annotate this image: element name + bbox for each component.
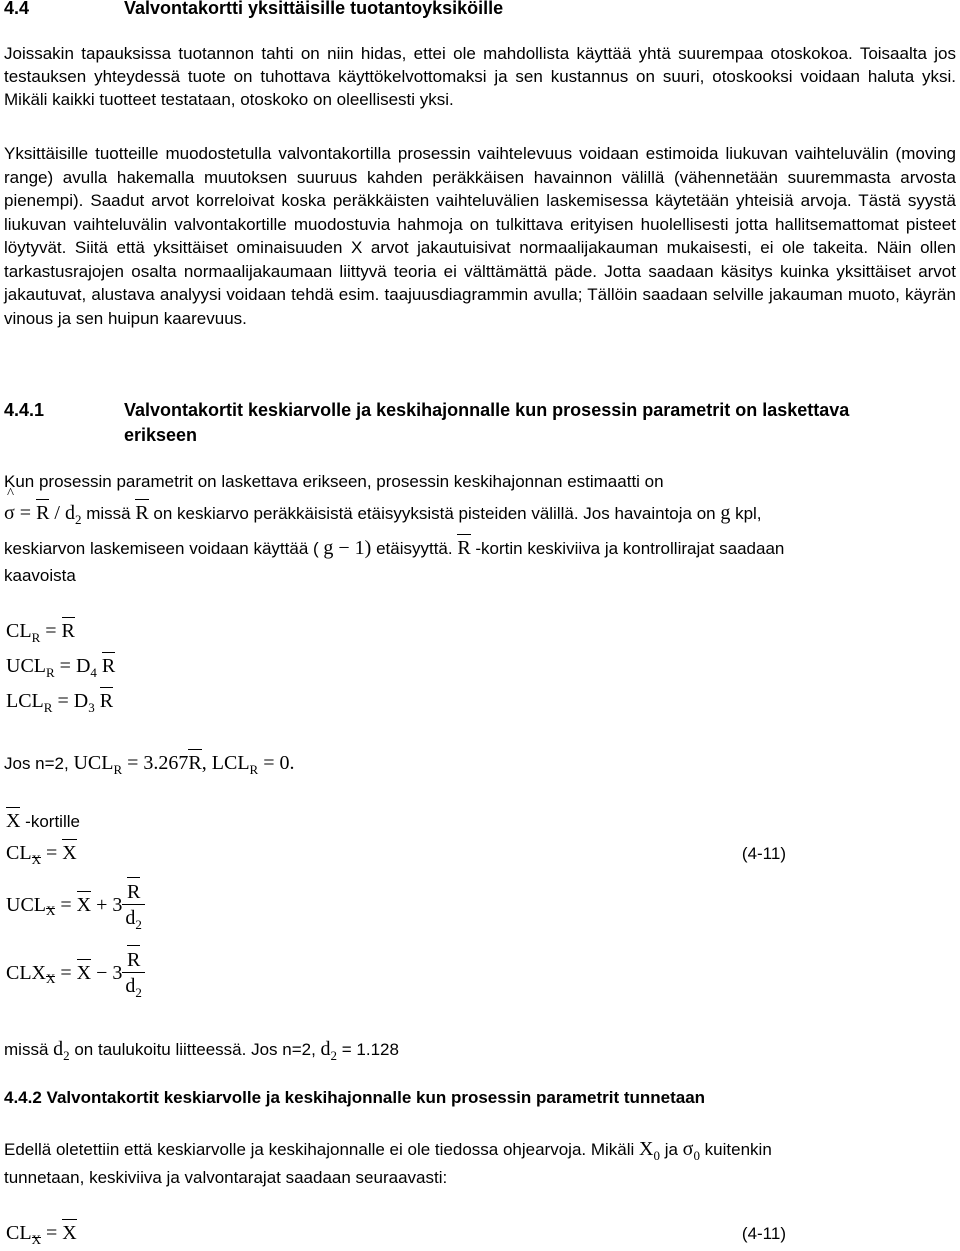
subsection-title: Valvontakortit keskiarvolle ja keskihajonnalle kun prosessin parametrit tunnetaan — [46, 1088, 706, 1107]
subscript-0: 0 — [653, 1148, 660, 1163]
ucl-value: = 3.267 — [122, 752, 189, 774]
cl-label: CL — [6, 842, 32, 864]
text-fragment: on taulukoitu liitteessä. Jos n=2, — [69, 1040, 321, 1059]
r-bar-symbol: R — [99, 690, 114, 712]
subsection-number: 4.4.2 — [4, 1088, 42, 1107]
subsection-title-line2: erikseen — [124, 425, 198, 445]
estimate-intro-line: Kun prosessin parametrit on laskettava erikseen, prosessin keskihajonnan estimaatti on — [4, 472, 664, 491]
section-title: Valvontakortti yksittäisille tuotantoyksiköille — [124, 0, 504, 18]
subscript-r: R — [43, 700, 53, 715]
subscript-2: 2 — [330, 1048, 338, 1063]
jos-n2-line — [4, 752, 295, 775]
xbar-chart-heading — [6, 810, 80, 833]
text-fragment: -kortin keskiviiva ja kontrollirajat saadaan — [470, 539, 785, 558]
subscript-r: R — [249, 762, 259, 777]
d-symbol: d — [53, 1038, 64, 1060]
subsection-title-line1: Valvontakortit keskiarvolle ja keskihajonnalle kun prosessin parametrit on laskettava — [124, 400, 850, 420]
d-symbol: d — [320, 1038, 331, 1060]
sigma0-symbol: σ — [682, 1138, 694, 1160]
subscript-r: R — [31, 630, 41, 645]
kaavoista-line: kaavoista — [4, 566, 76, 585]
cl-x-formula: $CL_X = X$ — [6, 842, 77, 867]
r-bar-symbol: R — [126, 881, 141, 903]
lcl-x-formula: $CLX_X = X - 3$ $\frac{R}{d_2}$ — [6, 948, 145, 999]
lcl-label: LCL — [211, 752, 250, 774]
ucl-label: UCL — [6, 655, 46, 677]
ucl-label: UCL — [6, 894, 46, 916]
comma: , — [201, 752, 212, 774]
lcl-r-formula — [6, 690, 113, 713]
text-fragment: Edellä oletettiin että keskiarvolle ja keskihajonnalle ei ole tiedossa ohjearvoja. Mikäli — [4, 1140, 640, 1159]
g-minus-one-line — [4, 537, 784, 560]
r-bar-symbol: R — [36, 502, 50, 524]
r-bar-symbol: R — [61, 620, 75, 642]
minus-three: − 3 — [91, 962, 123, 984]
x-double-bar-symbol: X — [76, 962, 92, 984]
missa-word: missä — [81, 504, 136, 523]
known-parameters-line1 — [4, 1138, 772, 1161]
section-heading — [4, 0, 504, 19]
equals-sign: = — [40, 620, 62, 642]
r-bar-symbol: R — [126, 949, 141, 971]
equals-sign: = — [52, 690, 74, 712]
subsection-heading-441 — [4, 400, 850, 421]
sigma-hat-symbol: ^ σ — [4, 502, 15, 525]
equals-sign: = — [55, 894, 77, 916]
equation-number: (4-11) — [741, 844, 786, 863]
cl-label: CL — [6, 1222, 32, 1244]
x-bar-symbol: X — [6, 810, 21, 832]
r-bar-symbol: R — [188, 752, 202, 774]
d-symbol: d — [125, 907, 136, 929]
x-double-bar-symbol: X — [62, 1222, 77, 1244]
sigma-estimate-line — [4, 502, 762, 525]
equals-sign: = — [54, 655, 76, 677]
text-fragment: kuitenkin — [699, 1140, 772, 1159]
d2-value: = 1.128 — [337, 1040, 399, 1059]
lcl-value: = 0. — [258, 752, 295, 774]
cl-r-formula — [6, 620, 75, 643]
clx-label: CLX — [6, 962, 46, 984]
section-number: 4.4 — [4, 0, 30, 18]
r-bar-symbol: R — [457, 537, 471, 559]
text-fragment: keskiarvon laskemiseen voidaan käyttää ( — [4, 539, 324, 558]
d-symbol: d — [125, 975, 136, 997]
equation-number: (4-11) — [741, 1224, 786, 1243]
subscript-2: 2 — [135, 985, 142, 1000]
subsection-number: 4.4.1 — [4, 400, 45, 420]
g-minus-one: g − 1) — [323, 537, 372, 559]
equals-sign: = — [14, 502, 37, 524]
text-fragment: missä — [4, 1040, 54, 1059]
subsection-heading-442 — [4, 1088, 705, 1108]
equals-sign: = — [40, 842, 63, 864]
kortille-text: -kortille — [20, 812, 80, 831]
text-fragment: etäisyyttä. — [371, 539, 458, 558]
ucl-x-formula: $UCL_X = X + 3$ $\frac{R}{d_2}$ — [6, 880, 145, 931]
kpl-text: kpl, — [730, 504, 762, 523]
r-over-d2-fraction — [122, 948, 145, 999]
cl-label: CL — [6, 620, 32, 642]
subscript-r: R — [113, 762, 123, 777]
subscript-r: R — [46, 665, 55, 680]
jos-prefix: Jos n=2, — [4, 754, 74, 773]
x0-symbol: X — [639, 1138, 654, 1160]
r-bar-symbol: R — [135, 502, 149, 524]
subscript-0: 0 — [693, 1148, 700, 1163]
r-bar-symbol: R — [101, 655, 116, 677]
subscript-3: 3 — [88, 700, 95, 715]
subscript-2: 2 — [135, 917, 142, 932]
equals-sign: = — [55, 962, 77, 984]
x-double-bar-symbol: X — [62, 842, 77, 864]
paragraph-intro: Joissakin tapauksissa tuotannon tahti on niin hidas, ettei ole mahdollista käyttää yhtä suurempaa otoskokoa. Toisaalta jos testauksen yhteydessä tuote on tuhottava käyttökelvottomaksi ja sen kustannus on suuri, otoskooksi voidaan haluta yksi. Mikäli kaikki tuotteet testataan, otoskoko on oleellisesti yksi. — [4, 44, 956, 109]
d-constant: D — [73, 690, 89, 712]
g-symbol: g — [720, 502, 731, 524]
subscript-2: 2 — [74, 512, 82, 527]
paragraph-moving-range: Yksittäisille tuotteille muodostetulla valvontakortilla prosessin vaihtelevuus voidaan estimoida liukuvan vaihteluvälin (moving range) avulla hakemalla muutoksen suuruus kahden peräkkäisen havainnon välillä (vähennetään suuremmasta arvosta pienempi). Saadut arvot korreloivat koska peräkkäisten vaihteluvälien laskemisessa käytetään yhteisiä arvoja. Tästä syystä liukuvan vaihteluvälin valvontakortille muodostuvia hahmoja on tulkittava erityisen huolellisesti jotta hallitsemattomat pisteet löytyvät. Siitä että yksittäiset ominaisuuden X arvot jakautuisivat normaalijakauman mukaisesti, ei ole takeita. Näin ollen tarkastusrajojen osalta normaalijakaumaan liittyvä teoria ei välttämättä päde. Jotta saadaan käsitys kuinka yksittäiset arvot jakautuvat, alustava analyysi voidaan tehdä esim. taajuusdiagrammin avulla; Tällöin saadaan selville jakauman muoto, käyrän vinous ja sen huipun kaarevuus. — [4, 144, 956, 328]
d2-table-line — [4, 1038, 399, 1061]
r-over-d2-fraction — [122, 880, 145, 931]
text-fragment: ja — [659, 1140, 683, 1159]
x-double-bar-symbol: X — [76, 894, 92, 916]
ucl-r-formula — [6, 655, 115, 678]
subscript-2: 2 — [63, 1048, 70, 1063]
subscript-4: 4 — [90, 665, 97, 680]
cl-x-known-formula: $CL_X = X$ — [6, 1222, 77, 1247]
mean-of-distances-text: on keskiarvo peräkkäisistä etäisyyksistä pisteiden välillä. Jos havaintoja on — [148, 504, 721, 523]
d-constant: D — [75, 655, 91, 677]
divide-d: / d — [49, 502, 75, 524]
ucl-label: UCL — [73, 752, 114, 774]
plus-three: + 3 — [91, 894, 123, 916]
equals-sign: = — [40, 1222, 63, 1244]
known-parameters-line2: tunnetaan, keskiviiva ja valvontarajat saadaan seuraavasti: — [4, 1168, 448, 1187]
lcl-label: LCL — [6, 690, 44, 712]
